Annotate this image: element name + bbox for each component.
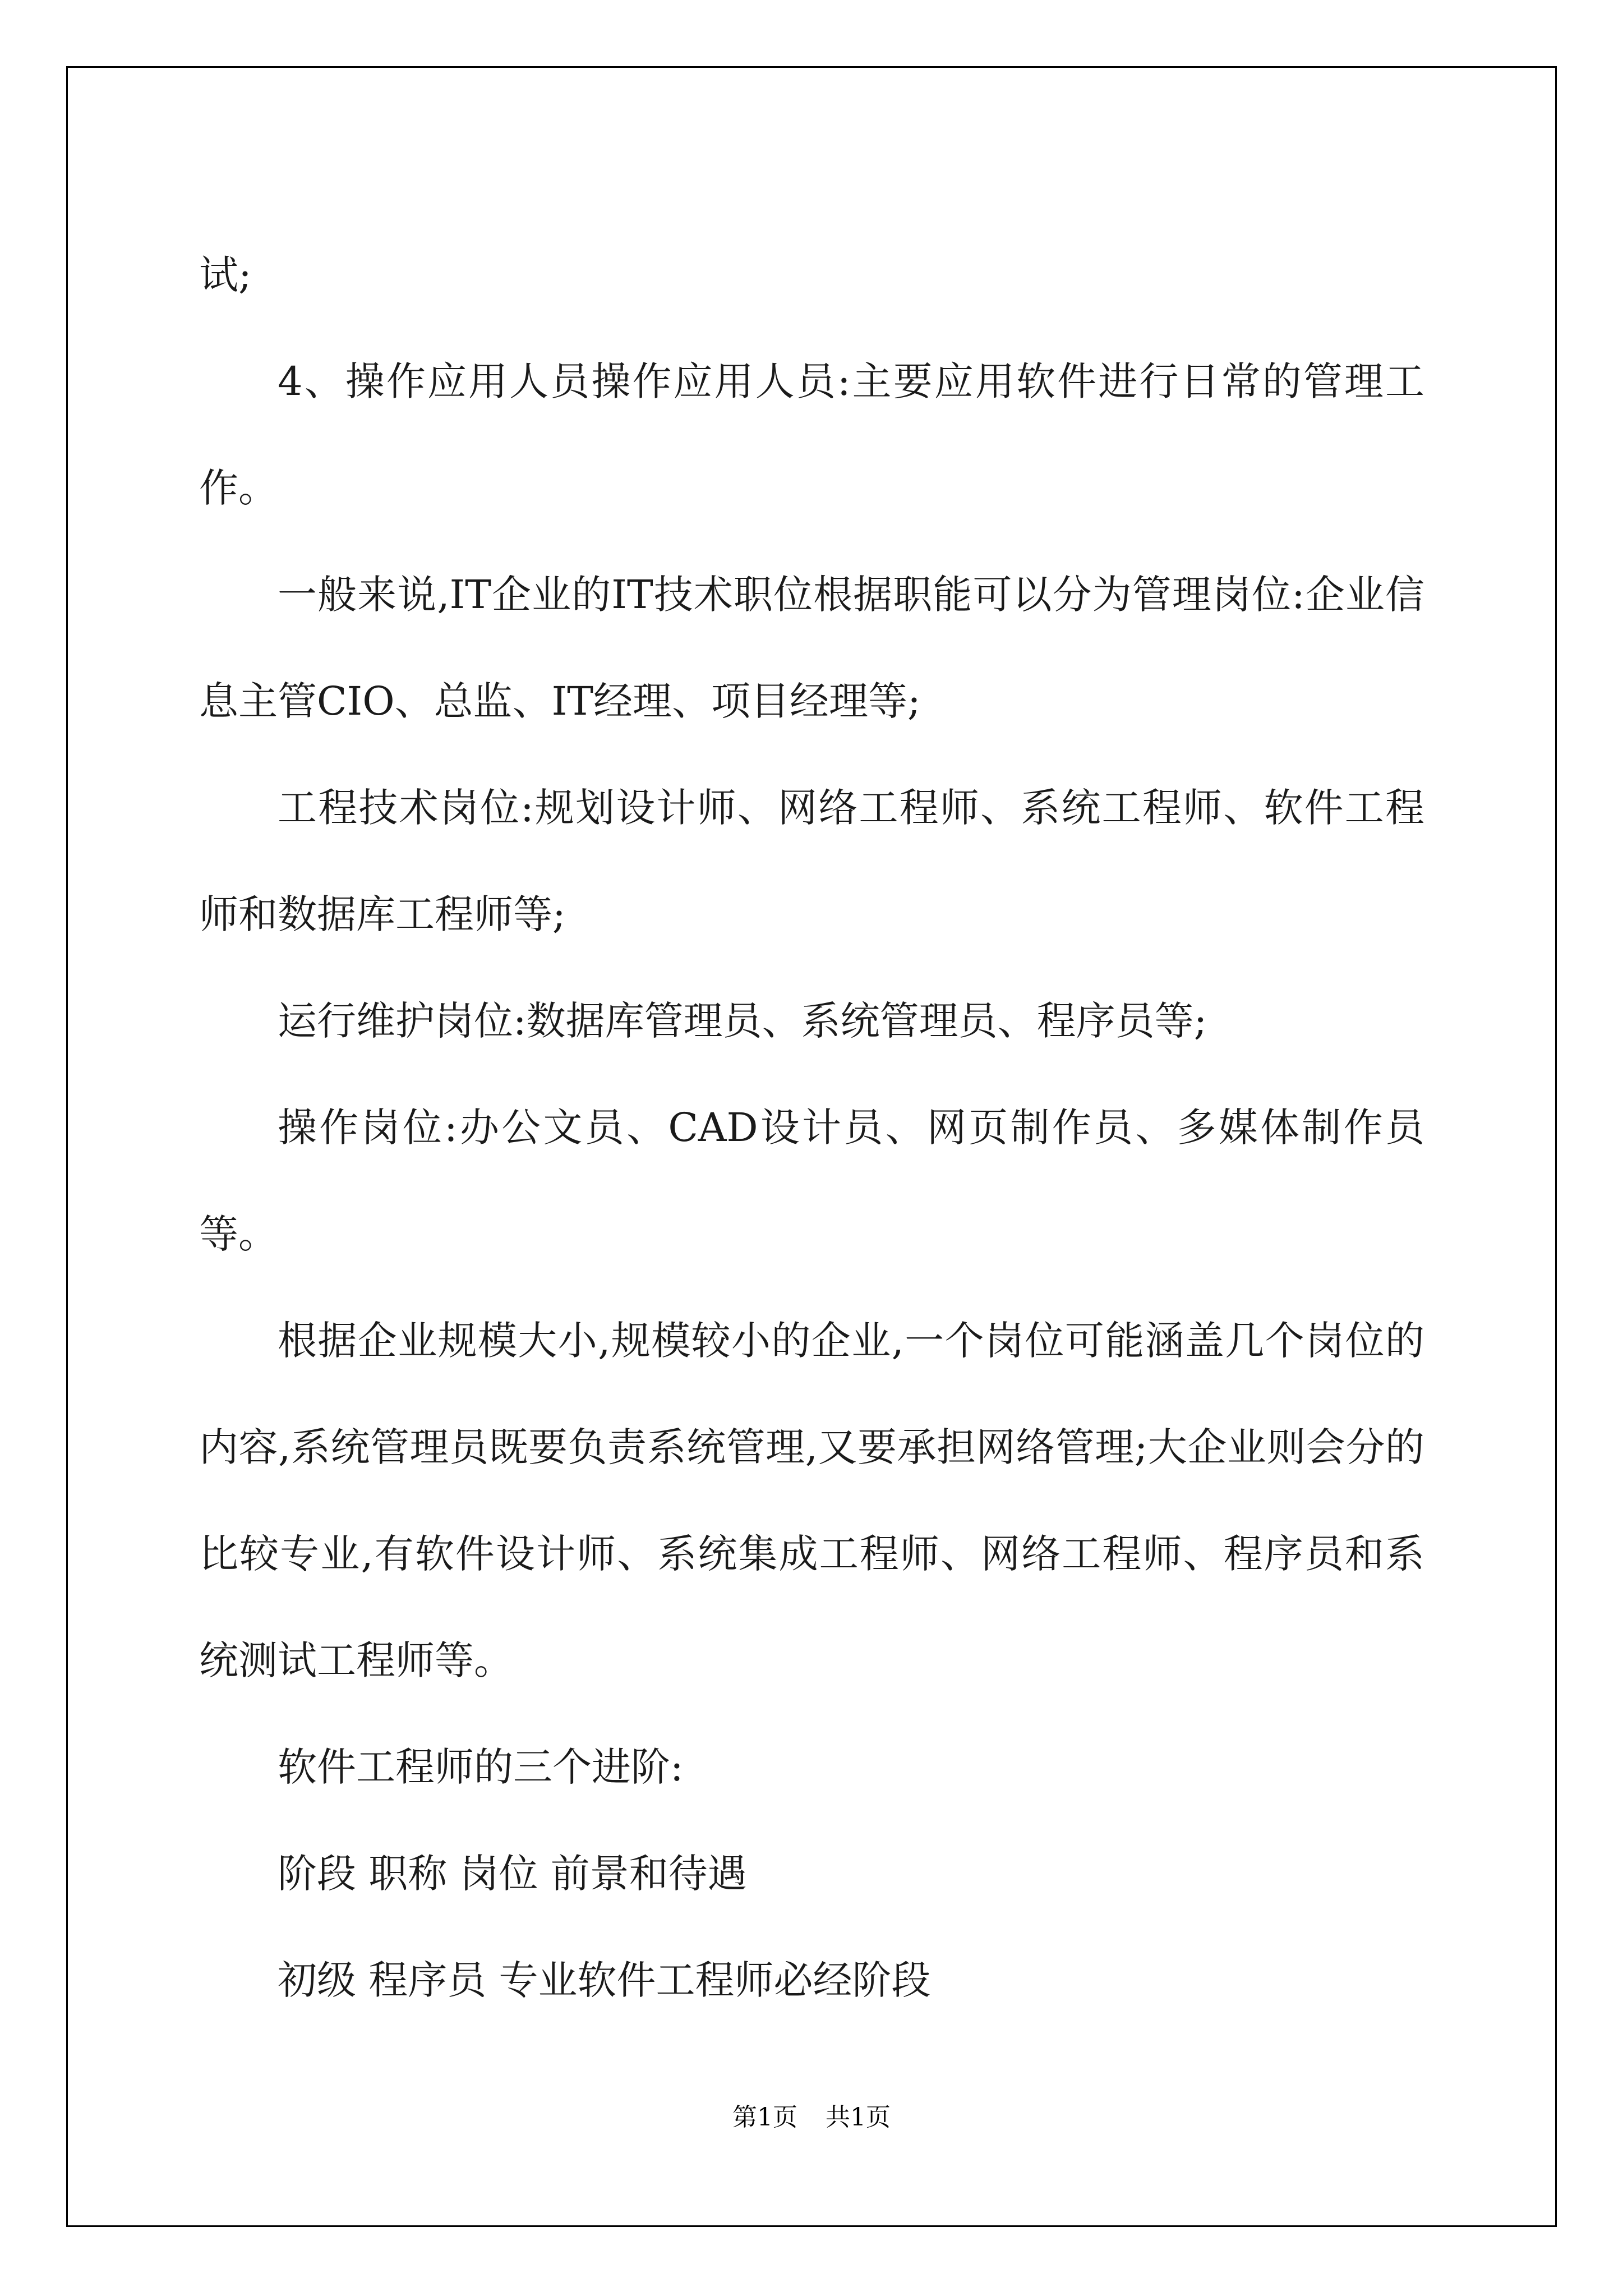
paragraph-1: 试; [199,252,252,298]
paragraph-6: 操作岗位:办公文员、CAD设计员、网页制作员、多媒体制作员等。 [199,1105,1424,1257]
paragraph-9: 阶段 职称 岗位 前景和待遇 [278,1851,747,1897]
paragraph-7: 根据企业规模大小,规模较小的企业,一个岗位可能涵盖几个岗位的内容,系统管理员既要负责系统管理,又要承担网络管理;大企业则会分的比较专业,有软件设计师、系统集成工程师、网络工程师、程序员和系统测试工程师等。 [199,1318,1424,1683]
page-number: 第1页 [732,2103,797,2132]
paragraph-4: 工程技术岗位:规划设计师、网络工程师、系统工程师、软件工程师和数据库工程师等; [199,785,1424,937]
page-total: 共1页 [826,2103,891,2132]
paragraph-5: 运行维护岗位:数据库管理员、系统管理员、程序员等; [278,998,1207,1044]
paragraph-2: 4、操作应用人员操作应用人员:主要应用软件进行日常的管理工作。 [199,358,1424,511]
paragraph-3: 一般来说,IT企业的IT技术职位根据职能可以分为管理岗位:企业信息主管CIO、总监、IT经理、项目经理等; [199,572,1424,724]
paragraph-10: 初级 程序员 专业软件工程师必经阶段 [278,1957,931,2003]
page-footer [0,2097,1623,2133]
document-body [199,222,1424,2033]
paragraph-8: 软件工程师的三个进阶: [278,1744,684,1790]
